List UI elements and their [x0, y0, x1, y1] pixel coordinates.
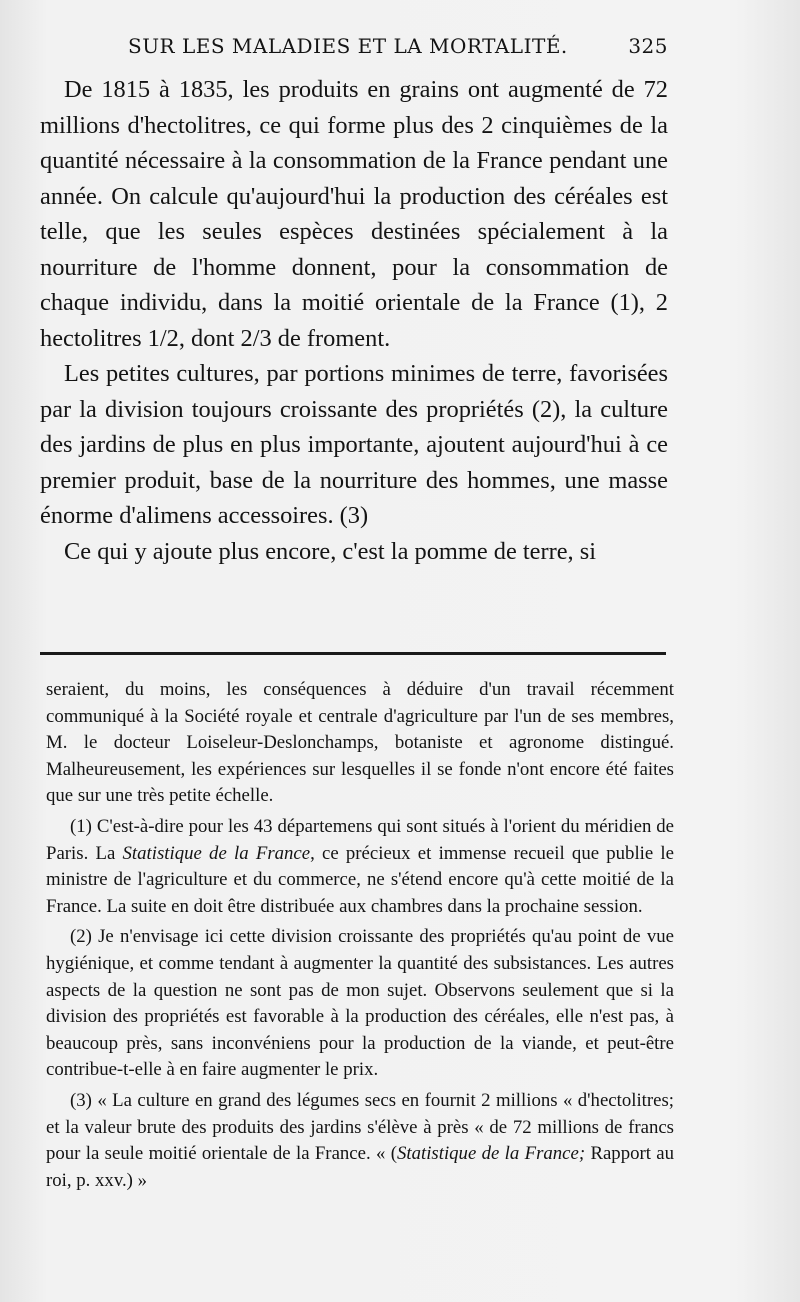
footnote-3-text-a: (3) « La culture en grand des légumes secs en fournit 2 millions « d'hectolitres; et la valeur brute des produits des jardins s'élève à près « de 72 millions de francs pour la seule moitié orientale de la France. « (	[46, 1089, 674, 1165]
footnote-3-text-b: Rapport au roi, p. xxv.) »	[46, 1143, 675, 1191]
running-title: SUR LES MALADIES ET LA MORTALITÉ.	[128, 34, 568, 58]
footnote-2: (2) Je n'envisage ici cette division croissante des propriétés qu'au point de vue hygiénique, et comme tendant à augmenter la quantité des subsistances. Les autres aspects de la question ne sont pas de mon sujet. Observons seulement que si la division des propriétés est favorable à la production des céréales, elle n'est pas, à beaucoup près, sans inconvéniens pour la production de la viande, et peut-être contribue-t-elle à en faire augmenter le prix.	[46, 926, 674, 1081]
paragraph-small-cultures: Les petites cultures, par portions minimes de terre, favorisées par la division toujours croissante des propriétés (2), la culture des jardins de plus en plus importante, ajoutent aujourd'hui à ce premier produit, base de la nourriture des hommes, une masse énorme d'alimens accessoires. (3)	[40, 360, 668, 529]
page-number: 325	[628, 34, 668, 58]
footnote-1-text-b: , ce précieux et immense recueil que publie le ministre de l'agriculture et du commerce, ne s'étend encore qu'à cette moitié de la France. La suite en doit être distribuée aux chambres dans la prochaine session.	[46, 842, 674, 917]
footnote-continuation: seraient, du moins, les conséquences à déduire d'un travail récemment communiqué à la Société royale et centrale d'agriculture par l'un de ses membres, M. le docteur Loiseleur-Deslonchamps, botaniste et agronome distingué. Malheureusement, les expériences sur lesquelles il se fonde n'ont encore été faites que sur une très petite échelle.	[46, 679, 674, 807]
running-header	[128, 34, 668, 58]
footnote-3	[46, 1088, 674, 1194]
footnote-1	[46, 814, 674, 920]
footnote-3-italic-title: Statistique de la France;	[396, 1143, 586, 1165]
paragraph-grain-production: De 1815 à 1835, les produits en grains ont augmenté de 72 millions d'hectolitres, ce qui forme plus des 2 cinquièmes de la quantité nécessaire à la consommation de la France pendant une année. On calcule qu'aujourd'hui la production des céréales est telle, que les seules espèces destinées spécialement à la nourriture de l'homme donnent, pour la consommation de chaque individu, dans la moitié orientale de la France (1), 2 hectolitres 1/2, dont 2/3 de froment.	[40, 76, 668, 352]
footnote-1-text-a: (1) C'est-à-dire pour les 43 départemens qui sont situés à l'orient du méridien de Paris. La	[46, 815, 674, 864]
main-text	[40, 72, 668, 569]
paragraph-potato: Ce qui y ajoute plus encore, c'est la pomme de terre, si	[64, 537, 597, 565]
footnotes	[46, 677, 674, 1194]
footnote-separator	[40, 652, 666, 655]
footnote-1-italic-title: Statistique de la France	[122, 842, 311, 864]
